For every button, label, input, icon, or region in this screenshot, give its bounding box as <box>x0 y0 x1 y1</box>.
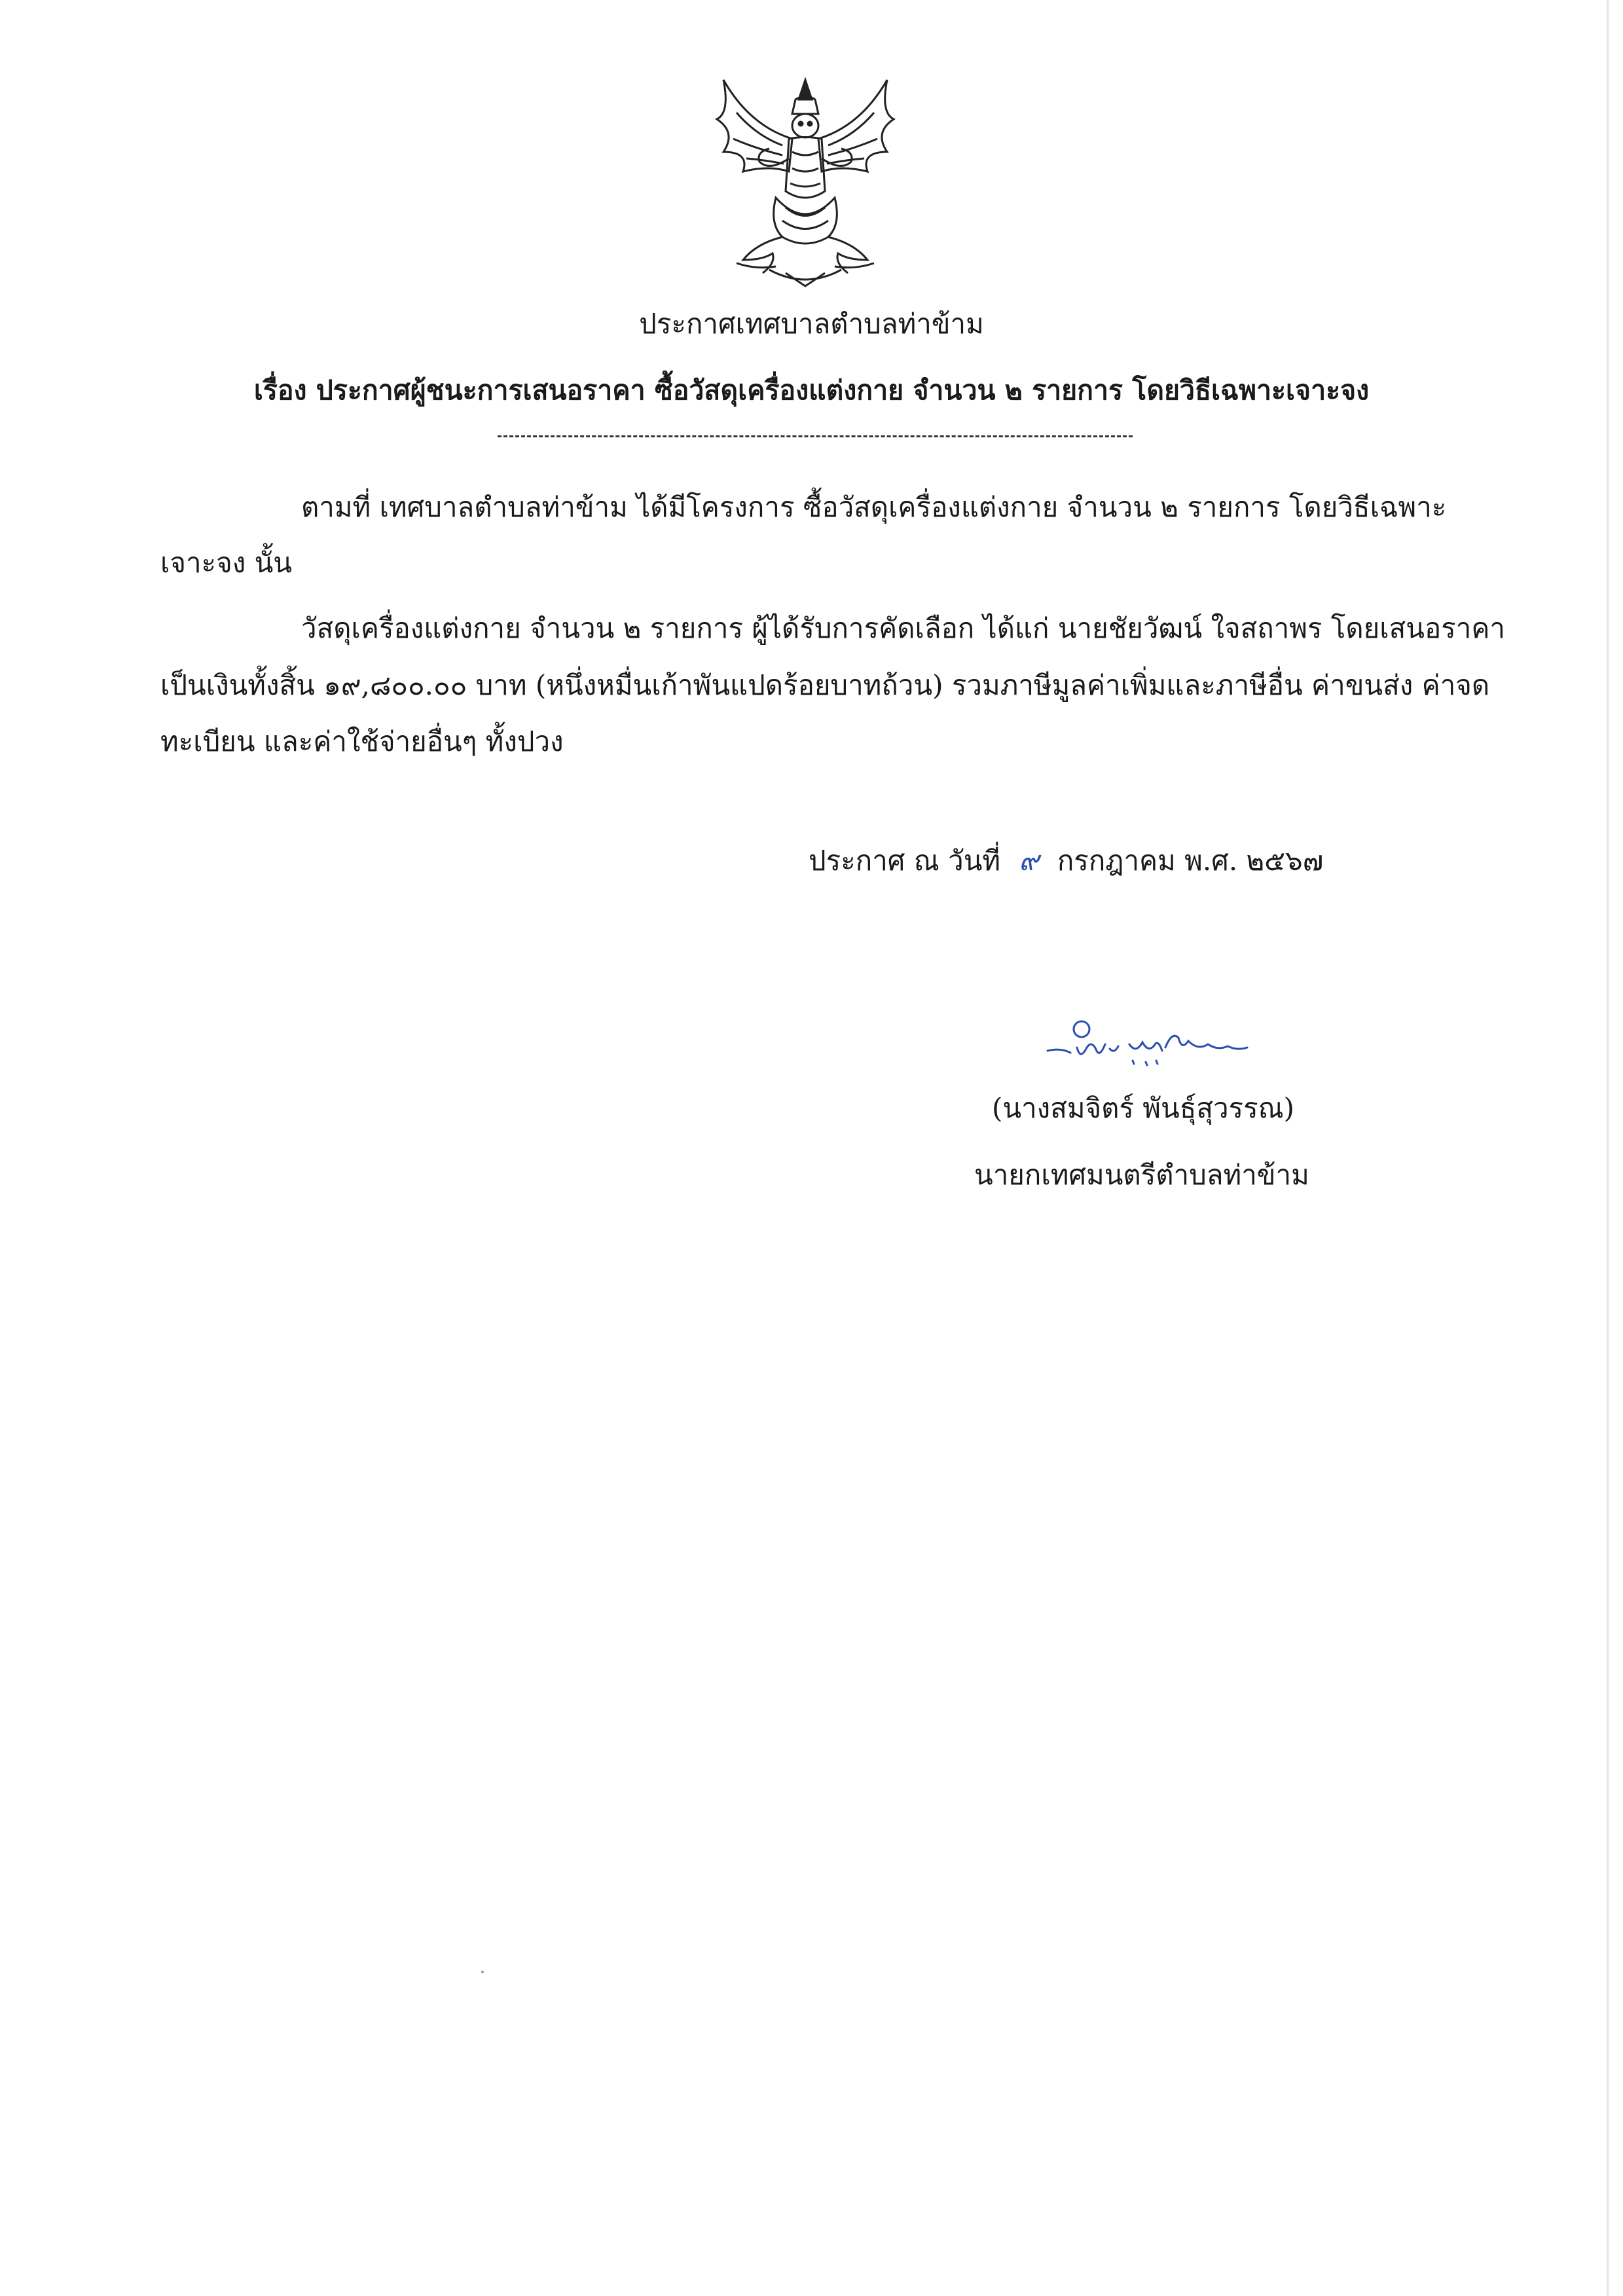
scan-edge <box>1607 0 1609 2296</box>
date-day: ๙ <box>1019 845 1039 877</box>
signatory-name: (นางสมจิตร์ พันธุ์สุวรรณ) <box>992 1092 1295 1124</box>
signatory-position: นายกเทศมนตรีตำบลท่าข้าม <box>974 1159 1309 1191</box>
announcement-subject: เรื่อง ประกาศผู้ชนะการเสนอราคา ซื้อวัสดุเครื่องแต่งกาย จำนวน ๒ รายการ โดยวิธีเฉพาะเจาะจง <box>253 374 1370 406</box>
paragraph-2-line-2: เป็นเงินทั้งสิ้น ๑๙,๘๐๐.๐๐ บาท (หนึ่งหมื่นเก้าพันแปดร้อยบาทถ้วน) รวมภาษีมูลค่าเพิ่มและภาษีอื่น ค่าขนส่ง ค่าจด <box>160 669 1490 701</box>
paragraph-2-line-3: ทะเบียน และค่าใช้จ่ายอื่นๆ ทั้งปวง <box>160 725 564 757</box>
paragraph-2-line-1: วัสดุเครื่องแต่งกาย จำนวน ๒ รายการ ผู้ได้รับการคัดเลือก ได้แก่ นายชัยวัฒน์ ใจสถาพร โดยเสนอราคา <box>301 612 1505 644</box>
date-prefix: ประกาศ ณ วันที่ <box>809 845 1001 877</box>
garuda-emblem <box>710 73 900 289</box>
paragraph-1-line-1: ตามที่ เทศบาลตำบลท่าข้าม ได้มีโครงการ ซื้อวัสดุเครื่องแต่งกาย จำนวน ๒ รายการ โดยวิธีเฉพาะ <box>301 491 1447 523</box>
divider <box>498 435 1133 437</box>
date-suffix: กรกฎาคม พ.ศ. ๒๕๖๗ <box>1057 845 1324 877</box>
handwritten-signature <box>1041 1015 1257 1074</box>
scan-speck <box>481 1971 484 1973</box>
paragraph-1-line-2: เจาะจง นั้น <box>160 547 292 579</box>
announcement-title: ประกาศเทศบาลตำบลท่าข้าม <box>639 308 984 340</box>
announcement-date <box>809 845 1323 877</box>
